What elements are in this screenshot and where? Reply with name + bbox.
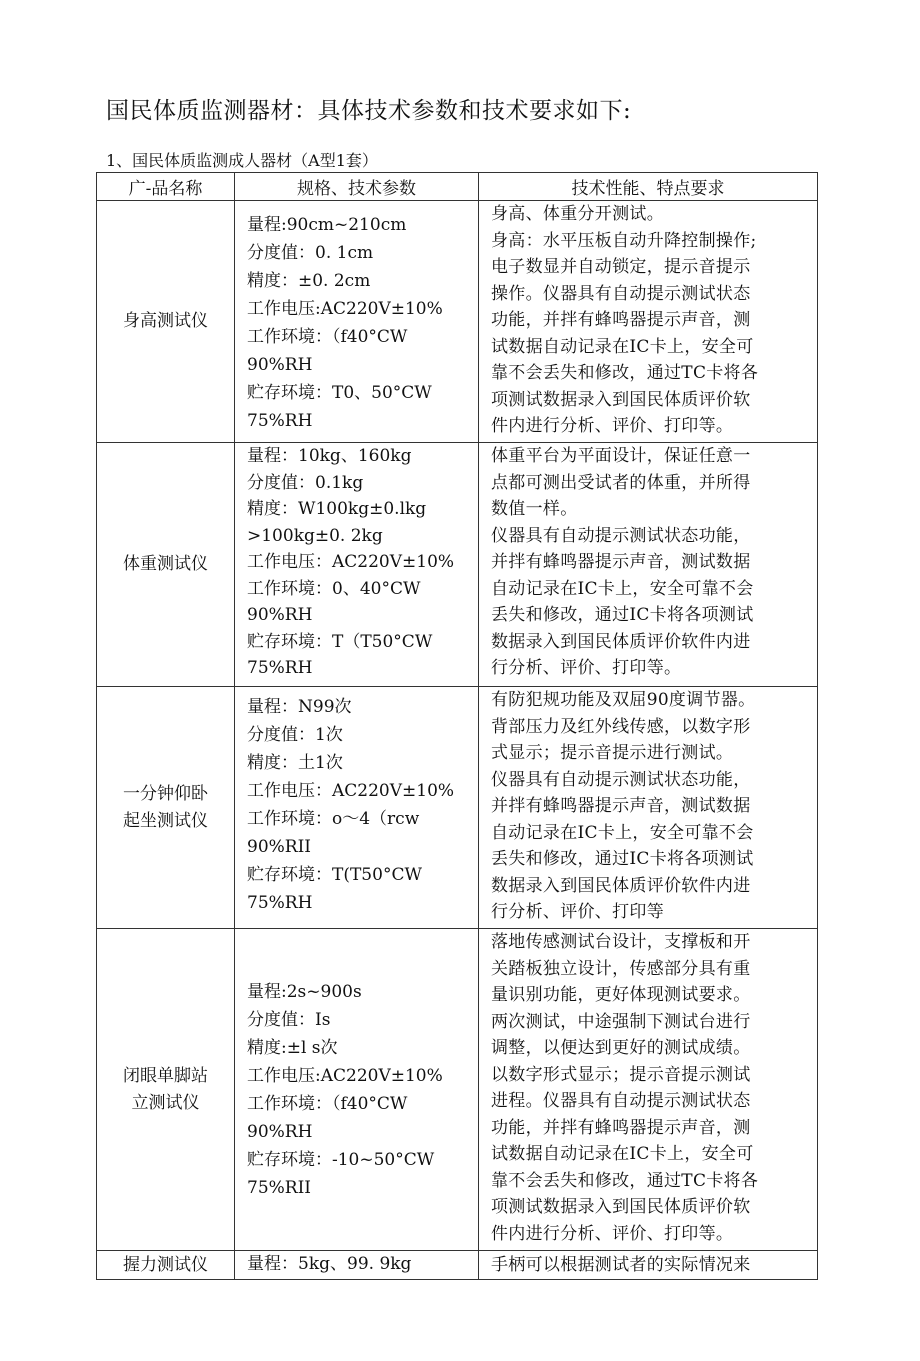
description-line: 数据录入到国民体质评价软件内进 [491,875,751,896]
description-line: 试数据自动记录在IC卡上，安全可 [491,336,754,357]
header-performance-requirements: 技术性能、特点要求 [479,173,818,201]
header-product-name: 广-品名称 [97,173,235,201]
description-line: 仪器具有自动提示测试状态功能， [491,525,751,546]
equipment-spec-table [96,172,818,1280]
spec-line: 75%RH [247,411,313,431]
spec-line: 工作电压：AC220V±10% [247,552,455,572]
description-line: 数据录入到国民体质评价软件内进 [491,631,751,652]
description-line: 件内进行分析、评价、打印等。 [491,416,734,436]
description-line: 功能，并拌有蜂鸣器提示声音，测 [491,1117,751,1138]
spec-line: 分度值：0.1kg [247,472,364,493]
product-name-cell [97,201,235,443]
spec-line: 量程：10kg、160kg [247,446,412,466]
description-line: 体重平台为平面设计，保证任意一 [491,446,751,466]
table-row [97,201,818,443]
description-cell [479,201,818,443]
spec-line: 工作环境：0、40°CW [247,578,421,599]
product-name: 体重测试仪 [123,554,208,574]
specs-cell [235,1251,479,1280]
table-row [97,929,818,1251]
product-name-line: 立测试仪 [131,1092,200,1113]
spec-line: 75%RH [247,893,313,913]
description-line: 电子数显并自动锁定，提示音提示 [491,257,751,277]
description-cell [479,1251,818,1280]
product-name-line: 起坐测试仪 [123,810,208,831]
product-name: 身高测试仪 [123,311,208,331]
description-line: 试数据自动记录在IC卡上，安全可 [491,1144,754,1164]
description-line: 量识别功能，更好体现测试要求。 [491,985,751,1005]
spec-line: 贮存环境：T(T50°CW [247,865,422,885]
spec-line: 工作电压：AC220V±10% [247,781,455,801]
spec-line: 精度：±0. 2cm [247,271,371,291]
product-name-line: 闭眼单脚站 [123,1065,208,1086]
specs-cell [235,443,479,687]
spec-line: 75%RH [247,658,313,678]
description-line: 并拌有蜂鸣器提示声音，测试数据 [491,552,751,572]
description-line: 身高、体重分开测试。 [491,204,664,224]
table-row [97,1251,818,1280]
specs-cell [235,201,479,443]
description-line: 数值一样。 [491,499,578,519]
spec-line: 量程:2s~900s [247,981,362,1002]
spec-line: 75%RII [247,1177,312,1198]
spec-line: 贮存环境：-10~50°CW [247,1149,435,1170]
spec-line: 分度值：0. 1cm [247,243,374,263]
description-cell [479,443,818,687]
description-line: 自动记录在IC卡上，安全可靠不会 [491,822,754,843]
description-line: 操作。仪器具有自动提示测试状态 [491,283,751,304]
description-line: 丢失和修改，通过IC卡将各项测试 [491,605,754,625]
spec-line: 工作电压:AC220V±10% [247,1065,443,1086]
description-line: 背部压力及红外线传感，以数字形 [491,716,751,737]
description-line: 调整，以便达到更好的测试成绩。 [491,1038,751,1058]
product-name-cell [97,1251,235,1280]
spec-line: 量程：5kg、99. 9kg [247,1254,412,1274]
specs-cell [235,687,479,929]
spec-line: 精度：W100kg±0.lkg [247,499,427,519]
spec-line: 贮存环境：T（T50°CW [247,631,433,652]
description-line: 靠不会丢失和修改，通过TC卡将各 [491,1170,759,1191]
table-row [97,687,818,929]
description-line: 行分析、评价、打印等 [491,902,664,922]
description-cell [479,929,818,1251]
description-line: 手柄可以根据测试者的实际情况来 [491,1255,751,1275]
spec-line: 分度值：Is [247,1009,331,1030]
description-line: 有防犯规功能及双屈90度调节器。 [491,690,756,710]
spec-line: 工作电压:AC220V±10% [247,299,443,319]
description-line: 项测试数据录入到国民体质评价软 [491,389,751,410]
spec-line: 量程:90cm~210cm [247,215,407,235]
page-title: 国民体质监测器材：具体技术参数和技术要求如下: [106,98,632,124]
description-line: 靠不会丢失和修改，通过TC卡将各 [491,363,759,383]
table-row [97,443,818,687]
spec-line: 贮存环境：T0、50°CW [247,383,432,403]
description-line: 丢失和修改，通过IC卡将各项测试 [491,849,754,869]
spec-line: 90%RII [247,837,312,857]
spec-line: 90%RH [247,1121,313,1142]
header-specifications: 规格、技术参数 [235,173,479,201]
product-name-line: 一分钟仰卧 [123,783,208,804]
description-line: 式显示；提示音提示进行测试。 [491,743,734,763]
spec-line: 精度:±l s次 [247,1037,338,1058]
description-line: 自动记录在IC卡上，安全可靠不会 [491,578,754,599]
spec-line: 精度：土1次 [247,753,343,773]
spec-line: >100kg±0. 2kg [247,525,383,546]
description-line: 身高：水平压板自动升降控制操作; [491,230,757,251]
spec-line: 量程：N99次 [247,697,352,717]
description-line: 行分析、评价、打印等。 [491,658,682,678]
specs-cell [235,929,479,1251]
description-line: 项测试数据录入到国民体质评价软 [491,1197,751,1217]
spec-line: 分度值：1次 [247,725,343,745]
description-line: 落地传感测试台设计，支撑板和开 [491,932,751,952]
product-name-cell [97,443,235,687]
description-line: 以数字形式显示；提示音提示测试 [491,1064,751,1085]
table-header-row [97,173,818,201]
spec-line: 工作环境：（f40°CW [247,1093,408,1114]
description-line: 关踏板独立设计，传感部分具有重 [491,958,751,979]
description-line: 点都可测出受试者的体重，并所得 [491,472,751,493]
spec-line: 90%RH [247,605,313,625]
product-name: 握力测试仪 [123,1254,208,1275]
description-line: 并拌有蜂鸣器提示声音，测试数据 [491,796,751,816]
description-line: 功能，并拌有蜂鸣器提示声音，测 [491,310,751,330]
description-cell [479,687,818,929]
section-subtitle: 1、国民体质监测成人器材（A型1套） [106,151,378,170]
description-line: 两次测试，中途强制下测试台进行 [491,1011,751,1032]
product-name-cell [97,929,235,1251]
spec-line: 工作环境：（f40°CW [247,327,408,347]
description-line: 件内进行分析、评价、打印等。 [491,1223,734,1244]
product-name-cell [97,687,235,929]
description-line: 仪器具有自动提示测试状态功能， [491,769,751,790]
spec-line: 90%RH [247,355,313,375]
spec-line: 工作环境：o〜4（rcw [247,809,420,829]
description-line: 进程。仪器具有自动提示测试状态 [491,1091,751,1111]
